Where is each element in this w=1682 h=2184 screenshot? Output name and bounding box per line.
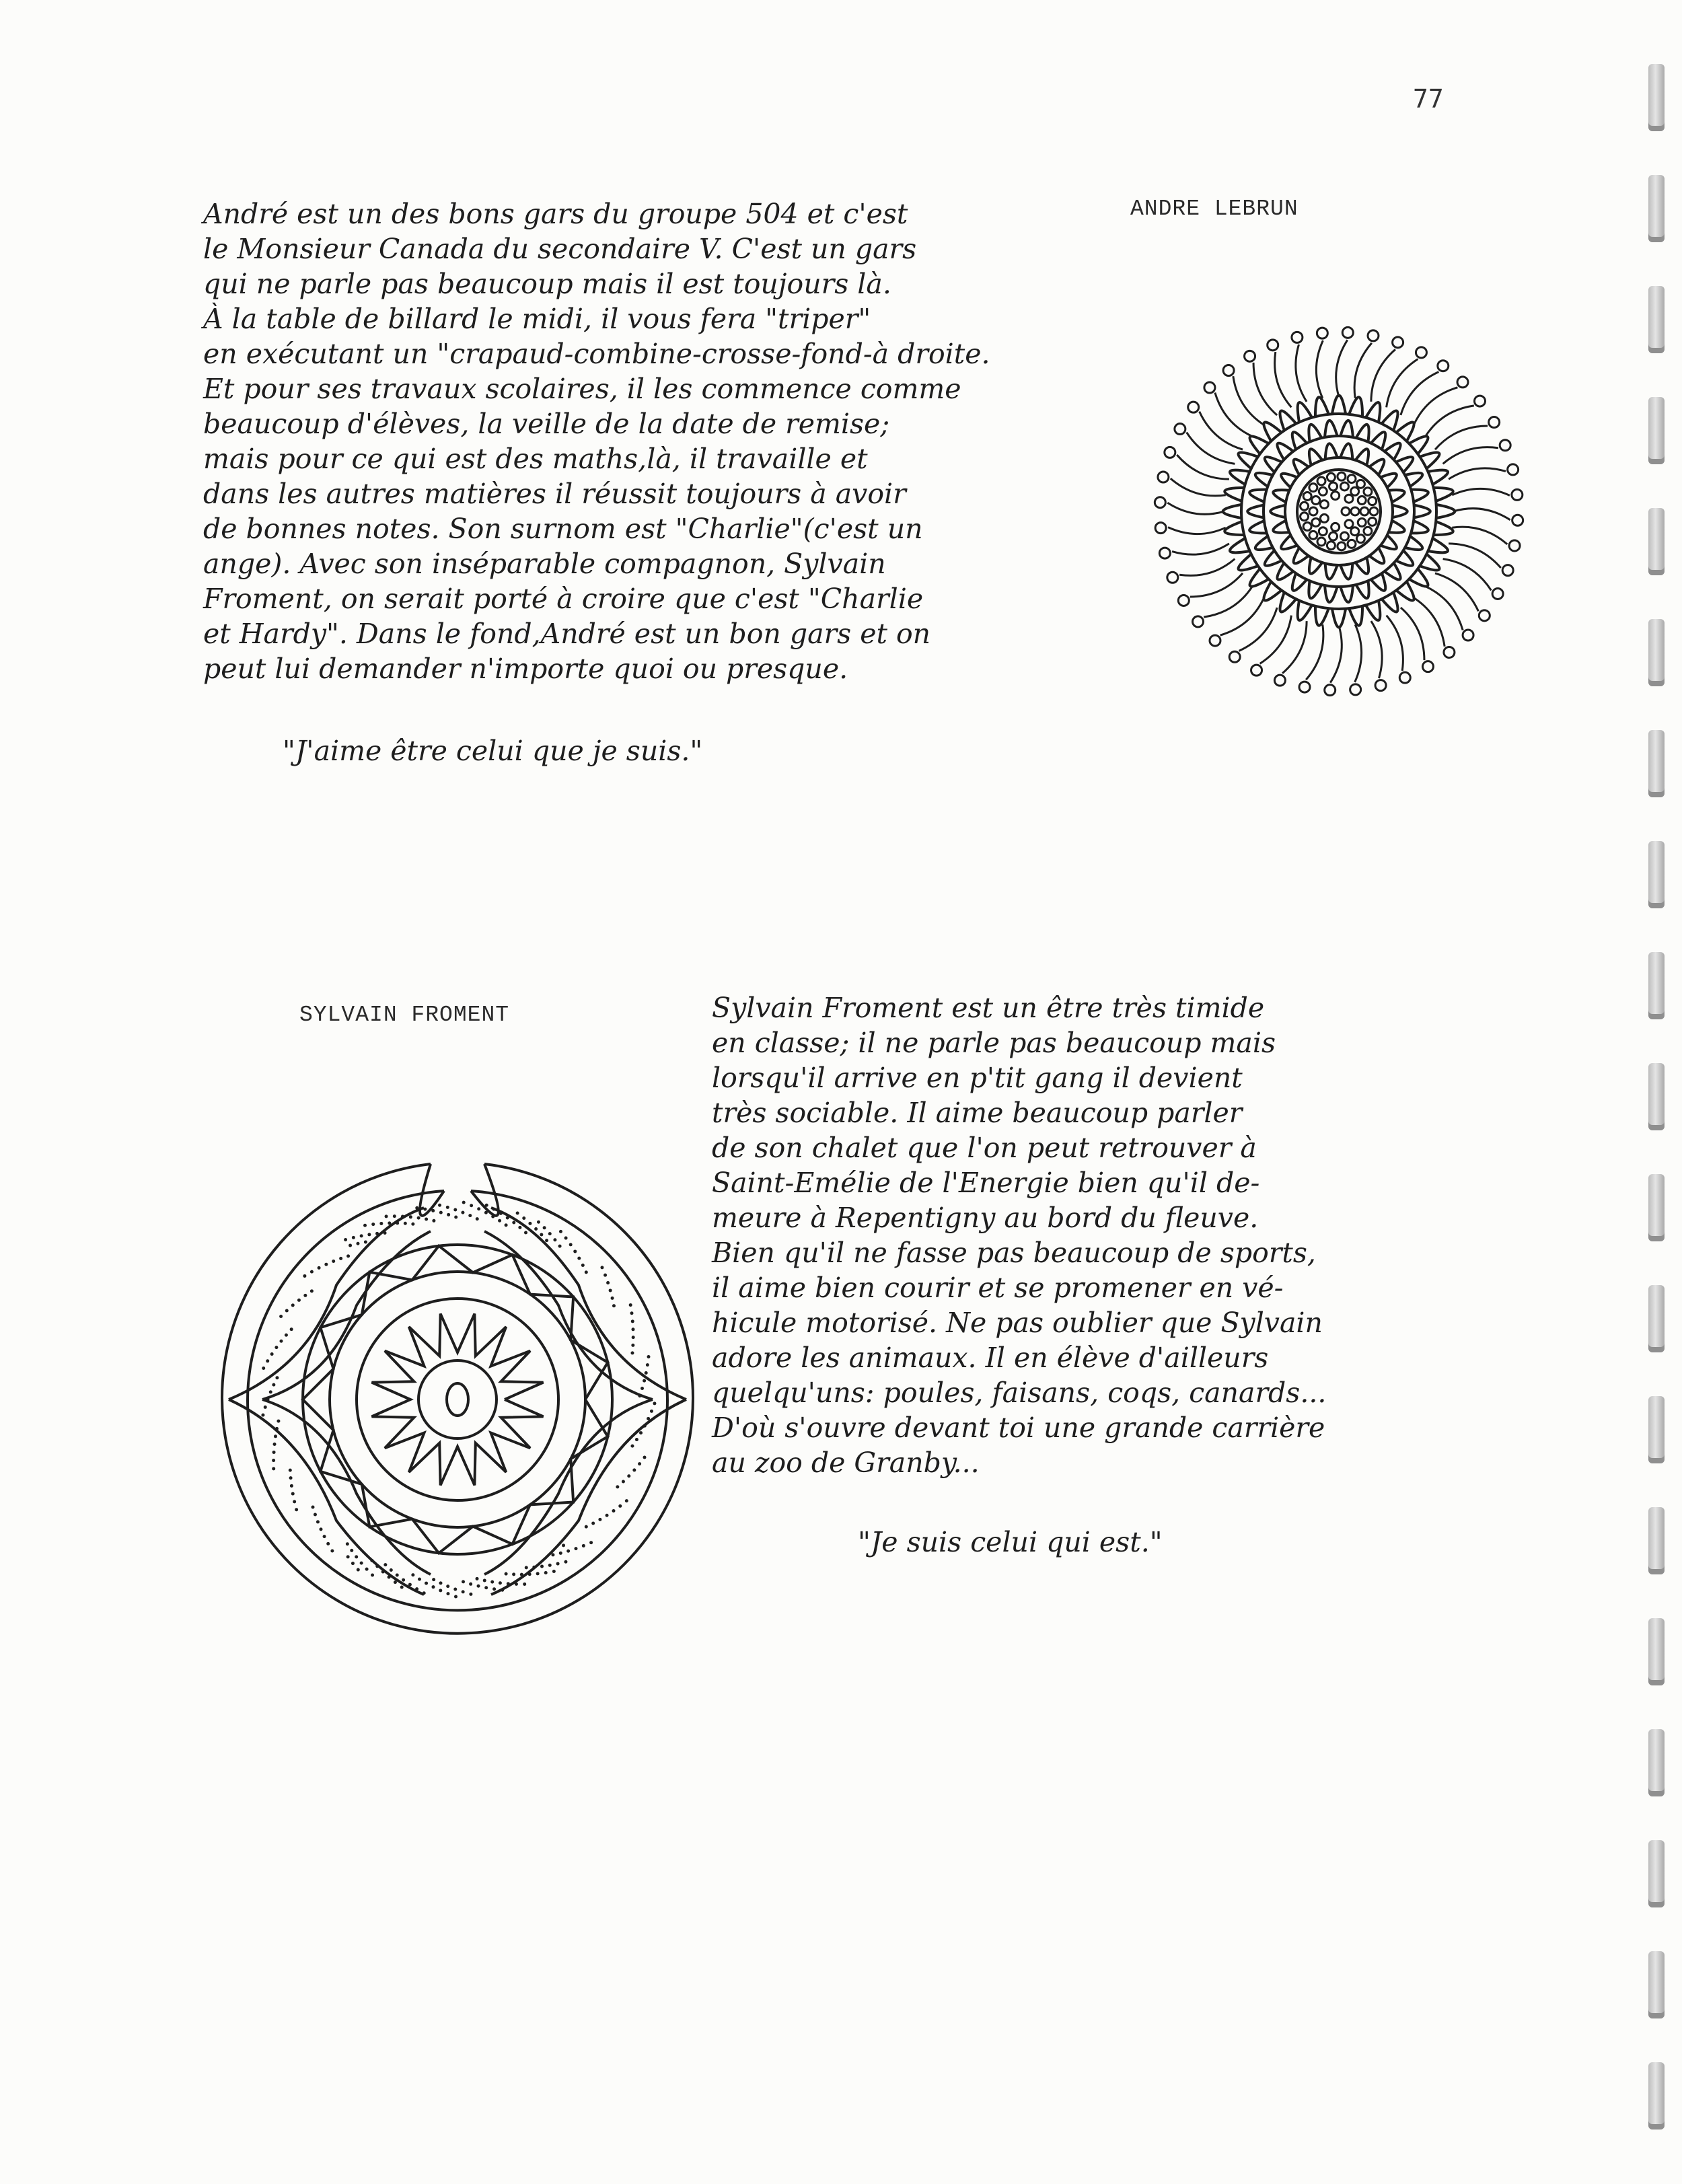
- sylvain-bio-line: Saint-Emélie de l'Energie bien qu'il de-: [712, 1167, 1260, 1199]
- sylvain-name-label: SYLVAIN FROMENT: [299, 1003, 510, 1027]
- binding-ring: [1648, 397, 1665, 464]
- sylvain-bio-line: il aime bien courir et se promener en vé-: [712, 1272, 1284, 1304]
- andre-bio-line: peut lui demander n'importe quoi ou presque.: [203, 653, 848, 685]
- binding-ring: [1648, 2062, 1665, 2130]
- andre-name-label: ANDRE LEBRUN: [1130, 196, 1299, 221]
- sylvain-bio-line: Bien qu'il ne fasse pas beaucoup de sports,: [712, 1237, 1316, 1269]
- andre-quote: "J'aime être celui que je suis.": [283, 735, 703, 767]
- binding-ring: [1648, 1174, 1665, 1241]
- sylvain-bio-line: hicule motorisé. Ne pas oublier que Sylvain: [712, 1307, 1323, 1339]
- sun-mandala-drawing: [1137, 310, 1541, 713]
- page-number: 77: [1413, 84, 1444, 114]
- binding-ring: [1648, 952, 1665, 1019]
- sylvain-bio-line: meure à Repentigny au bord du fleuve.: [712, 1202, 1259, 1234]
- binding-ring: [1648, 730, 1665, 797]
- binding-ring: [1648, 1507, 1665, 1574]
- eye-mandala-drawing: [202, 1144, 713, 1655]
- binding-ring: [1648, 508, 1665, 575]
- andre-bio-line: de bonnes notes. Son surnom est "Charlie"(c'est un: [203, 513, 923, 545]
- sylvain-bio-line: au zoo de Granby...: [712, 1447, 980, 1479]
- binding-ring: [1648, 1840, 1665, 1907]
- spiral-binding: [1642, 0, 1682, 2184]
- binding-ring: [1648, 1396, 1665, 1463]
- sylvain-bio-line: quelqu'uns: poules, faisans, coqs, canards...: [712, 1377, 1327, 1409]
- andre-bio-line: beaucoup d'élèves, la veille de la date de remise;: [203, 408, 890, 440]
- binding-ring: [1648, 1618, 1665, 1685]
- sylvain-bio-line: Sylvain Froment est un être très timide: [712, 992, 1265, 1024]
- sylvain-bio-line: en classe; il ne parle pas beaucoup mais: [712, 1027, 1276, 1059]
- andre-bio-line: et Hardy". Dans le fond,André est un bon gars et on: [203, 618, 931, 650]
- sylvain-bio: [712, 990, 1326, 1480]
- binding-ring: [1648, 841, 1665, 908]
- sylvain-bio-line: adore les animaux. Il en élève d'ailleurs: [712, 1342, 1269, 1374]
- sylvain-bio-line: D'où s'ouvre devant toi une grande carrière: [712, 1412, 1325, 1444]
- andre-bio-line: Et pour ses travaux scolaires, il les commence comme: [203, 373, 961, 405]
- binding-ring: [1648, 64, 1665, 131]
- binding-ring: [1648, 1285, 1665, 1352]
- andre-bio-line: en exécutant un "crapaud-combine-crosse-fond-à droite.: [203, 338, 990, 370]
- binding-ring: [1648, 619, 1665, 686]
- sylvain-bio-line: lorsqu'il arrive en p'tit gang il devient: [712, 1062, 1243, 1094]
- binding-ring: [1648, 1063, 1665, 1130]
- andre-bio-line: ange). Avec son inséparable compagnon, Sylvain: [203, 548, 886, 580]
- sylvain-bio-line: très sociable. Il aime beaucoup parler: [712, 1097, 1243, 1129]
- sylvain-bio-line: de son chalet que l'on peut retrouver à: [712, 1132, 1257, 1164]
- binding-ring: [1648, 1951, 1665, 2018]
- andre-bio-line: le Monsieur Canada du secondaire V. C'est un gars: [203, 233, 917, 265]
- binding-ring: [1648, 175, 1665, 242]
- andre-bio-line: À la table de billard le midi, il vous fera "triper": [203, 303, 871, 335]
- andre-bio-line: André est un des bons gars du groupe 504 et c'est: [203, 198, 908, 230]
- andre-bio-line: mais pour ce qui est des maths,là, il travaille et: [203, 443, 868, 475]
- binding-ring: [1648, 1729, 1665, 1796]
- binding-ring: [1648, 286, 1665, 353]
- andre-bio: [203, 196, 990, 686]
- sylvain-quote: "Je suis celui qui est.": [858, 1526, 1163, 1558]
- andre-bio-line: dans les autres matières il réussit toujours à avoir: [203, 478, 906, 510]
- andre-bio-line: Froment, on serait porté à croire que c'est "Charlie: [203, 583, 924, 615]
- andre-bio-line: qui ne parle pas beaucoup mais il est toujours là.: [203, 268, 891, 300]
